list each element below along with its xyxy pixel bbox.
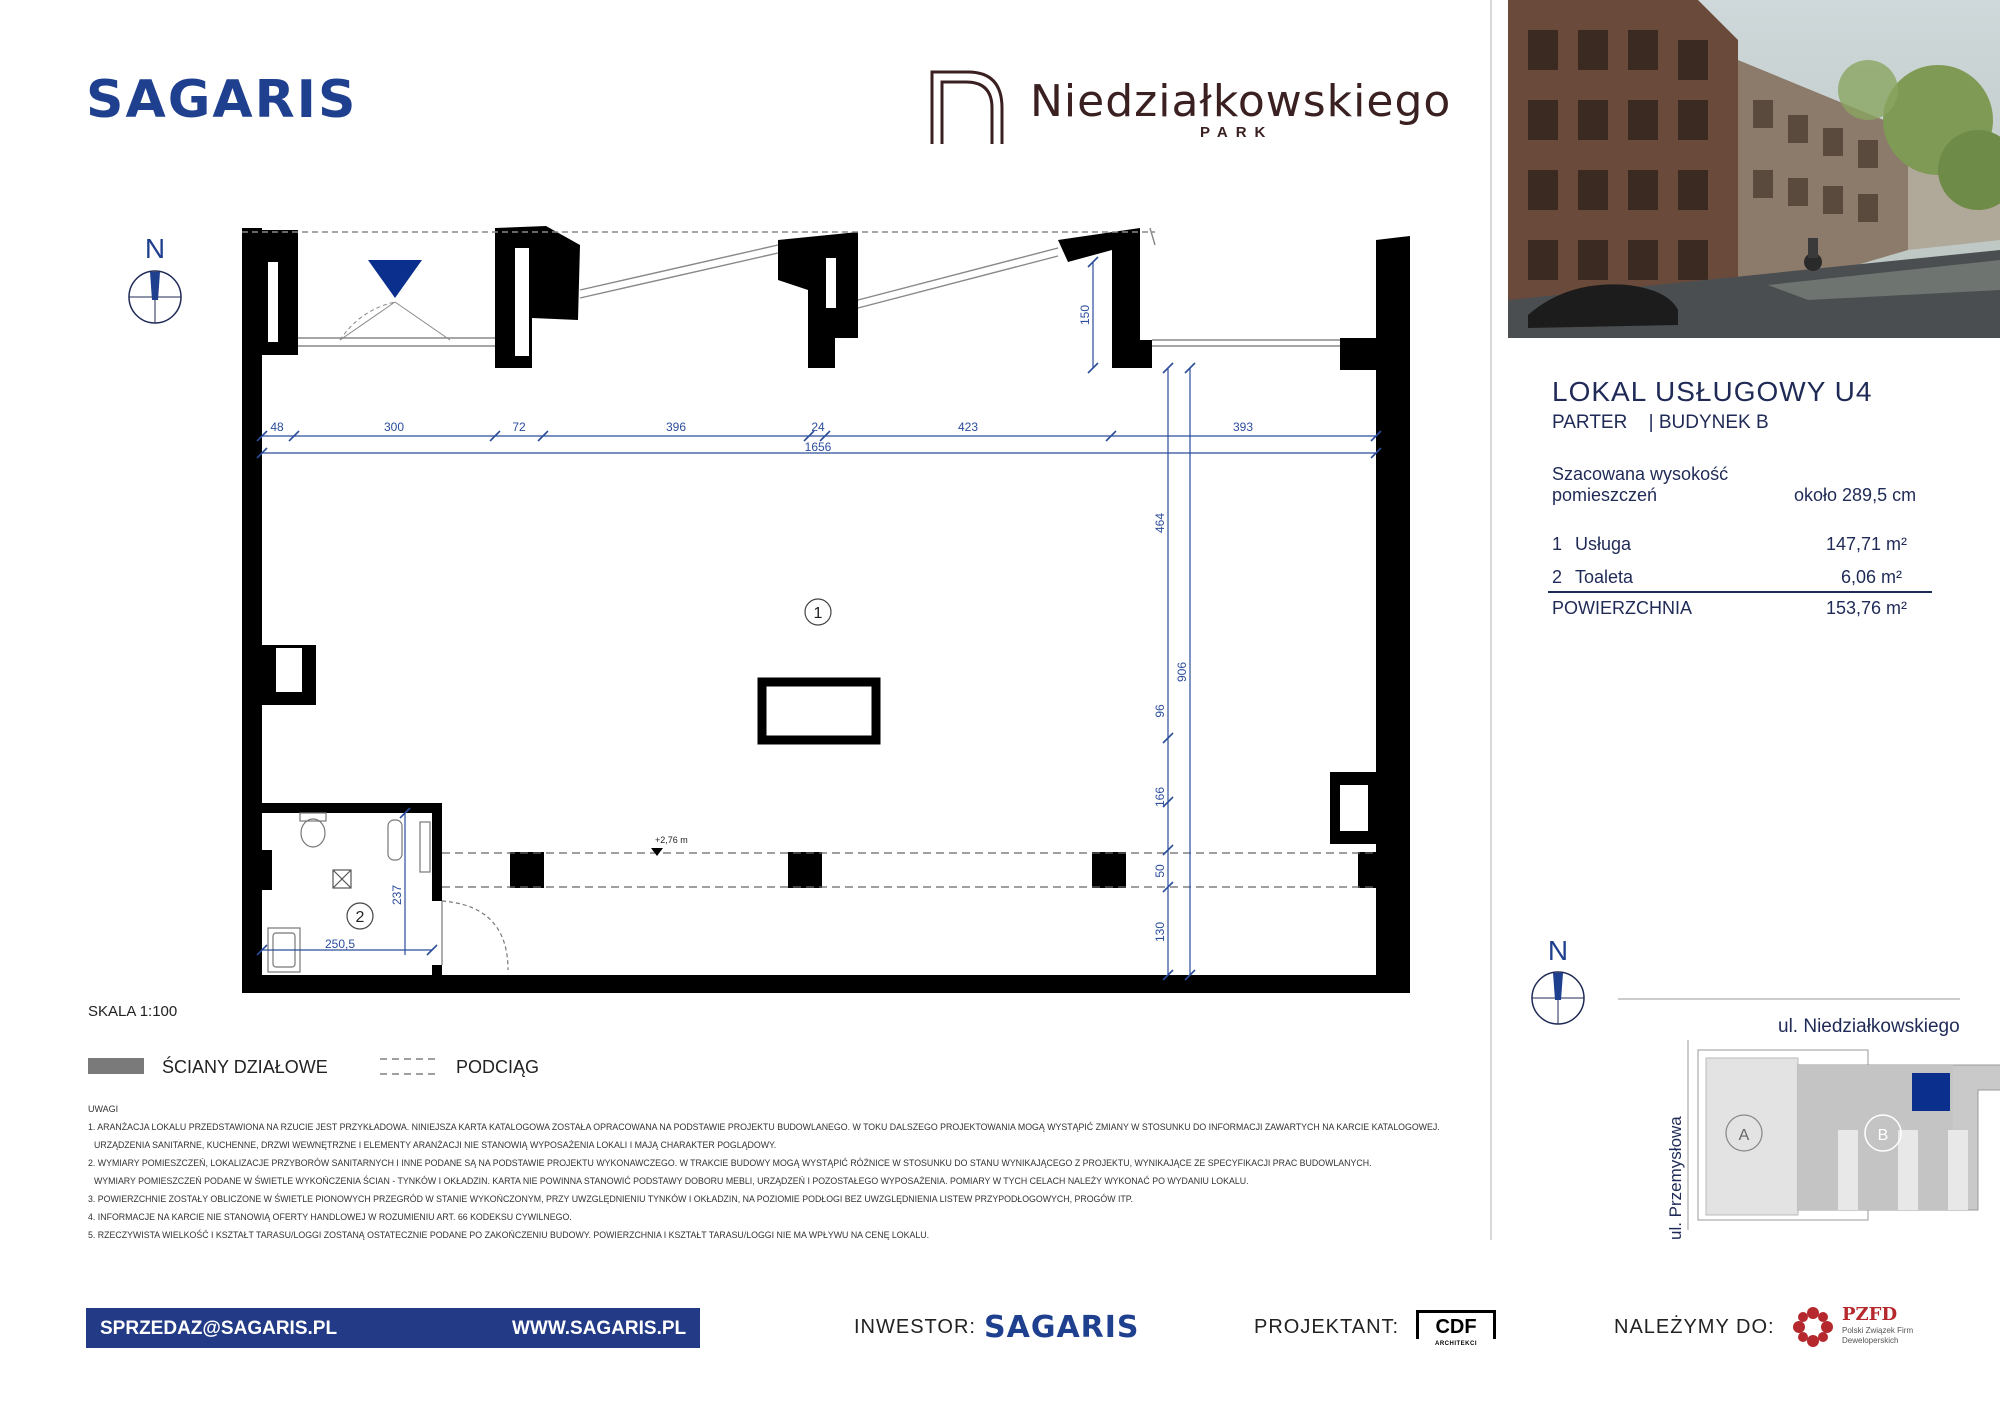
height-label-1: Szacowana wysokość xyxy=(1552,464,1729,484)
entrance-door xyxy=(340,302,450,340)
room-1-no: 1 xyxy=(1552,534,1563,554)
legend-walls-swatch xyxy=(88,1058,144,1074)
email-link[interactable]: SPRZEDAZ@SAGARIS.PL xyxy=(100,1318,338,1339)
north-arrow-icon xyxy=(129,271,181,323)
room-2-area: 6,06 m² xyxy=(1841,567,1903,587)
height-label-2: pomieszczeń xyxy=(1552,485,1658,505)
legend-beam-label: PODCIĄG xyxy=(456,1057,540,1077)
designer-label: PROJEKTANT: xyxy=(1254,1316,1400,1338)
street-left: ul. Przemysłowa xyxy=(1666,1116,1685,1240)
north-label: N xyxy=(144,233,166,264)
project-subname: PARK xyxy=(1200,124,1274,141)
room-1-name: Usługa xyxy=(1575,534,1632,554)
note-line: 4. INFORMACJE NA KARCIE NIE STANOWIĄ OFERTY HANDLOWEJ W ROZUMIENIU ART. 66 KODEKSU CYWILNEGO. xyxy=(88,1212,572,1222)
dim-top-3: 72 xyxy=(512,420,526,434)
level-label: +2,76 m xyxy=(655,835,688,845)
room-1-label: 1 xyxy=(813,605,823,622)
building-a-label: A xyxy=(1738,1127,1750,1144)
dim-top-5: 24 xyxy=(811,420,825,434)
central-element xyxy=(762,682,876,740)
dim-right-4: 50 xyxy=(1153,864,1167,878)
legend-walls-label: ŚCIANY DZIAŁOWE xyxy=(162,1057,328,1077)
designer-logo-text: CDF xyxy=(1416,1310,1496,1339)
dim-top-4: 396 xyxy=(665,420,687,434)
dim-right-total: 906 xyxy=(1175,661,1189,683)
member-logo-sub: Polski Związek Firm Deweloperskich xyxy=(1842,1326,1914,1345)
exterior-walls xyxy=(242,226,1410,993)
dim-wc-height: 237 xyxy=(390,884,404,906)
designer-logo-sub: ARCHITEKCI xyxy=(1435,1341,1477,1347)
dim-top-6: 423 xyxy=(957,420,979,434)
designer-logo xyxy=(1416,1310,1496,1350)
unit-location-marker xyxy=(1912,1073,1950,1111)
room-2-no: 2 xyxy=(1552,567,1563,587)
unit-floor: PARTER xyxy=(1552,412,1628,433)
room-2-name: Toaleta xyxy=(1575,567,1634,587)
note-line: 5. RZECZYWISTA WIELKOŚĆ I KSZTAŁT TARASU/LOGGI ZOSTANĄ OSTATECZNIE PODANE PO ZAKOŃCZENIU BUDOWY. POWIERZCHNIA I KSZTAŁT TARASU/LOGGI NIE MA WPŁYWU NA CENĘ LOKALU. xyxy=(88,1230,930,1240)
dim-top-7: 393 xyxy=(1232,420,1254,434)
street-top: ul. Niedziałkowskiego xyxy=(1778,1016,1960,1037)
keymap-north-arrow-icon xyxy=(1532,972,1584,1024)
height-value: około 289,5 cm xyxy=(1794,485,1917,505)
member-label: NALEŻYMY DO: xyxy=(1614,1316,1775,1338)
note-line: URZĄDZENIA SANITARNE, KUCHENNE, DRZWI WEWNĘTRZNE I ELEMENTY ARANŻACJI NIE STANOWIĄ WYPOSAŻENIA LOKALI I MAJĄ CHARAKTER POGLĄDOWY. xyxy=(94,1140,777,1150)
toilet-icon xyxy=(300,813,326,847)
dim-wc-width: 250,5 xyxy=(324,937,356,951)
dim-top-1: 48 xyxy=(270,420,284,434)
total-area: 153,76 m² xyxy=(1826,598,1908,618)
room-2-label: 2 xyxy=(355,909,365,926)
unit-building: | BUDYNEK B xyxy=(1648,412,1769,433)
note-line: 3. POWIERZCHNIE ZOSTAŁY OBLICZONE W ŚWIETLE PIONOWYCH PRZEGRÓD W STANIE WYKOŃCZONYM, PRZY UWZGLĘDNIENIU TYNKÓW I OKŁADZIN, NA POZIOMIE PODŁOGI BEZ UWZGLĘDNIENIA LISTEW PRZYPODŁOGOWYCH, PROGÓW ITP. xyxy=(88,1194,1133,1204)
website-link[interactable]: WWW.SAGARIS.PL xyxy=(512,1318,687,1339)
building-a xyxy=(1706,1058,1798,1215)
urinal-icon xyxy=(388,820,430,872)
floor-drain-icon xyxy=(333,870,351,888)
member-logo: PZFD xyxy=(1842,1304,1898,1325)
unit-title: LOKAL USŁUGOWY U4 xyxy=(1552,376,1873,407)
note-line: WYMIARY POMIESZCZEŃ PODANE W ŚWIETLE WYKOŃCZENIA ŚCIAN - TYNKÓW I OKŁADZIN. KARTA NIE POWINNA STANOWIĆ PODSTAWY DOBORU MEBLI, URZĄDZEŃ I POZOSTAŁEGO WYPOSAŻENIA. POMIARY W TYCH CELACH NALEŻY WYKONAĆ PO WYDANIU LOKALU. xyxy=(94,1176,1249,1186)
dim-top-2: 300 xyxy=(383,420,405,434)
note-line: 1. ARANŻACJA LOKALU PRZEDSTAWIONA NA RZUCIE JEST PRZYKŁADOWA. NINIEJSZA KARTA KATALOGOWA ZOSTAŁA OPRACOWANA NA PODSTAWIE PROJEKTU BUDOWLANEGO. W TOKU DALSZEGO PROJEKTOWANIA MOGĄ WYSTĄPIĆ ZMIANY W STOSUNKU DO INFORMACJI ZAWARTYCH NA KARCIE KATALOGOWEJ. xyxy=(88,1122,1440,1132)
level-marker-icon xyxy=(651,848,663,856)
wc-door xyxy=(442,901,508,970)
site-keymap xyxy=(1508,930,2000,1250)
notes-heading: UWAGI xyxy=(88,1104,119,1114)
note-line: 2. WYMIARY POMIESZCZEŃ, LOKALIZACJE PRZYBORÓW SANITARNYCH I INNE PODANE SĄ NA PODSTAWIE PROJEKTU WYKONAWCZEGO. W TRAKCIE BUDOWY MOGĄ WYSTĄPIĆ RÓŻNICE W STOSUNKU DO STANU WYNIKAJĄCEGO Z PROJEKTU, WYNIKAJĄCE ZE SPECYFIKACJI PRAC BUDOWLANYCH. xyxy=(88,1158,1372,1168)
pzfd-logo-icon xyxy=(1790,1304,1836,1350)
investor-label: INWESTOR: xyxy=(854,1316,976,1338)
dim-right-1: 464 xyxy=(1153,512,1167,534)
dim-right-3: 166 xyxy=(1153,786,1167,808)
dim-total: 1656 xyxy=(804,440,832,454)
keymap-north-label: N xyxy=(1547,935,1569,966)
beam-lines xyxy=(442,853,1376,887)
dim-150: 150 xyxy=(1078,304,1092,326)
project-name: Niedziałkowskiego xyxy=(1030,76,1452,127)
building-b-label: B xyxy=(1877,1127,1889,1144)
dim-right-2: 96 xyxy=(1153,704,1167,718)
legend-beam-swatch xyxy=(380,1058,440,1075)
room-1-area: 147,71 m² xyxy=(1826,534,1908,554)
total-label: POWIERZCHNIA xyxy=(1552,598,1693,618)
investor-logo: SAGARIS xyxy=(984,1310,1140,1345)
dim-right-5: 130 xyxy=(1153,921,1167,943)
sagaris-logo: SAGARIS xyxy=(86,70,358,130)
entrance-marker-icon xyxy=(368,260,422,298)
scale-label: SKALA 1:100 xyxy=(88,1003,178,1020)
